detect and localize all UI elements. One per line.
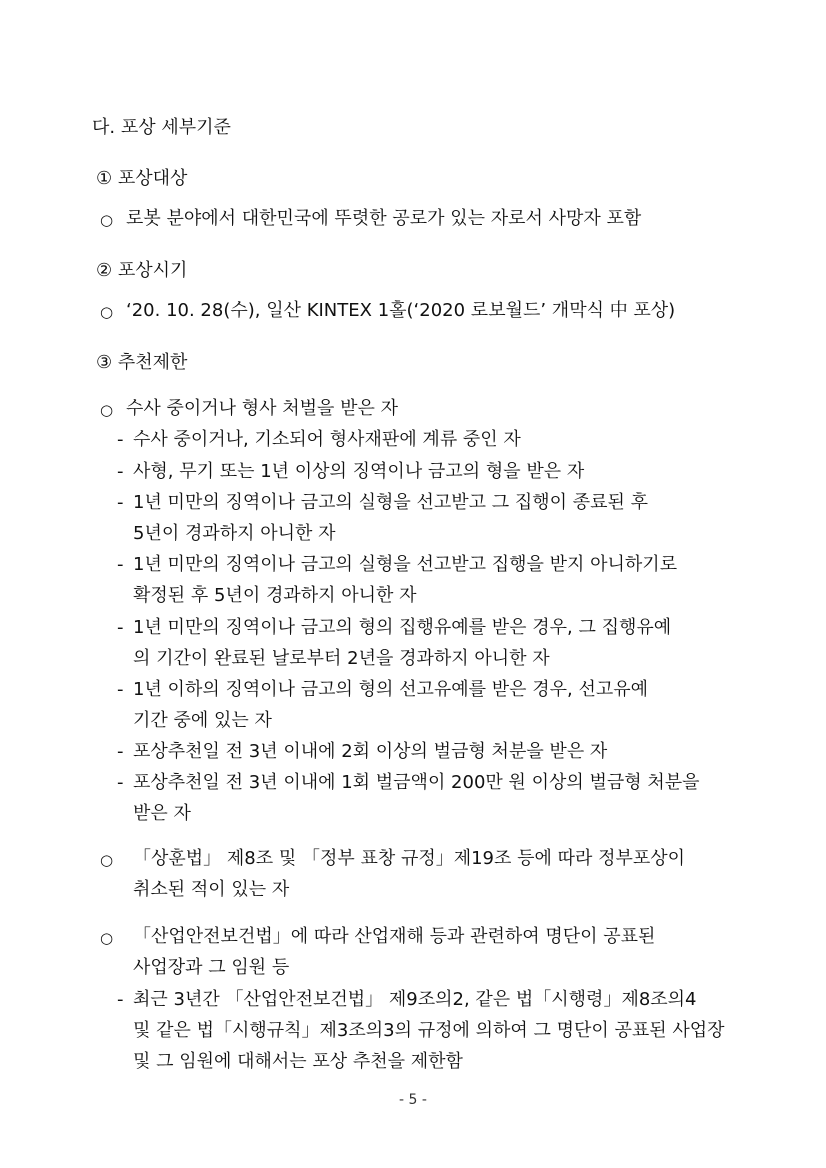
subsection-title-restriction: ③ 추천제한 — [96, 352, 188, 373]
bullet-circle: ○ — [100, 303, 114, 321]
award-revoked-text: 「상훈법」 제8조 및 「정부 표창 규정」제19조 등에 따라 정부포상이 — [133, 848, 686, 869]
bullet-circle: ○ — [100, 929, 114, 947]
dash-marker: - — [117, 741, 124, 762]
subsection-title-timing: ② 포상시기 — [96, 260, 188, 281]
list-item: 1년 미만의 징역이나 금고의 실형을 선고받고 그 집행이 종료된 후 — [133, 492, 649, 513]
list-item: 1년 미만의 징역이나 금고의 실형을 선고받고 집행을 받지 아니하기로 — [133, 554, 678, 575]
page-number: - 5 - — [399, 1092, 427, 1108]
dash-marker: - — [117, 617, 124, 638]
list-item: 최근 3년간 「산업안전보건법」 제9조의2, 같은 법「시행령」제8조의4 — [133, 989, 697, 1010]
list-item-continued: 및 같은 법「시행규칙」제3조의3의 규정에 의하여 그 명단이 공표된 사업장 — [133, 1020, 725, 1041]
bullet-circle: ○ — [100, 401, 114, 419]
industrial-safety-text-continued: 사업장과 그 임원 등 — [133, 957, 290, 978]
list-item-continued: 의 기간이 완료된 날로부터 2년을 경과하지 아니한 자 — [133, 648, 550, 669]
list-item: 포상추천일 전 3년 이내에 2회 이상의 벌금형 처분을 받은 자 — [133, 741, 608, 762]
award-revoked-text-continued: 취소된 적이 있는 자 — [133, 879, 290, 900]
list-item: 사형, 무기 또는 1년 이상의 징역이나 금고의 형을 받은 자 — [133, 461, 585, 482]
restriction-text: 수사 중이거나 형사 처벌을 받은 자 — [126, 398, 399, 419]
list-item: 1년 미만의 징역이나 금고의 형의 집행유예를 받은 경우, 그 집행유예 — [133, 617, 672, 638]
dash-marker: - — [117, 554, 124, 575]
bullet-circle: ○ — [100, 211, 114, 229]
section-heading: 다. 포상 세부기준 — [92, 117, 231, 138]
dash-marker: - — [117, 772, 124, 793]
dash-marker: - — [117, 679, 124, 700]
list-item-continued: 기간 중에 있는 자 — [133, 710, 272, 731]
list-item-continued: 확정된 후 5년이 경과하지 아니한 자 — [133, 585, 417, 606]
industrial-safety-text: 「산업안전보건법」에 따라 산업재해 등과 관련하여 명단이 공표된 — [133, 926, 656, 947]
dash-marker: - — [117, 461, 124, 482]
list-item: 수사 중이거나, 기소되어 형사재판에 계류 중인 자 — [133, 429, 521, 450]
dash-marker: - — [117, 492, 124, 513]
list-item-continued: 받은 자 — [133, 803, 191, 824]
timing-text: ‘20. 10. 28(수), 일산 KINTEX 1홀(‘2020 로보월드’ 개막식 中 포상) — [126, 300, 676, 321]
list-item: 1년 이하의 징역이나 금고의 형의 선고유예를 받은 경우, 선고유예 — [133, 679, 649, 700]
dash-marker: - — [117, 429, 124, 450]
bullet-circle: ○ — [100, 851, 114, 869]
subsection-title-target: ① 포상대상 — [96, 168, 188, 189]
dash-marker: - — [117, 989, 124, 1010]
target-text: 로봇 분야에서 대한민국에 뚜렷한 공로가 있는 자로서 사망자 포함 — [126, 208, 642, 229]
list-item-continued: 및 그 임원에 대해서는 포상 추천을 제한함 — [133, 1051, 463, 1072]
list-item-continued: 5년이 경과하지 아니한 자 — [133, 523, 336, 544]
list-item: 포상추천일 전 3년 이내에 1회 벌금액이 200만 원 이상의 벌금형 처분을 — [133, 772, 700, 793]
